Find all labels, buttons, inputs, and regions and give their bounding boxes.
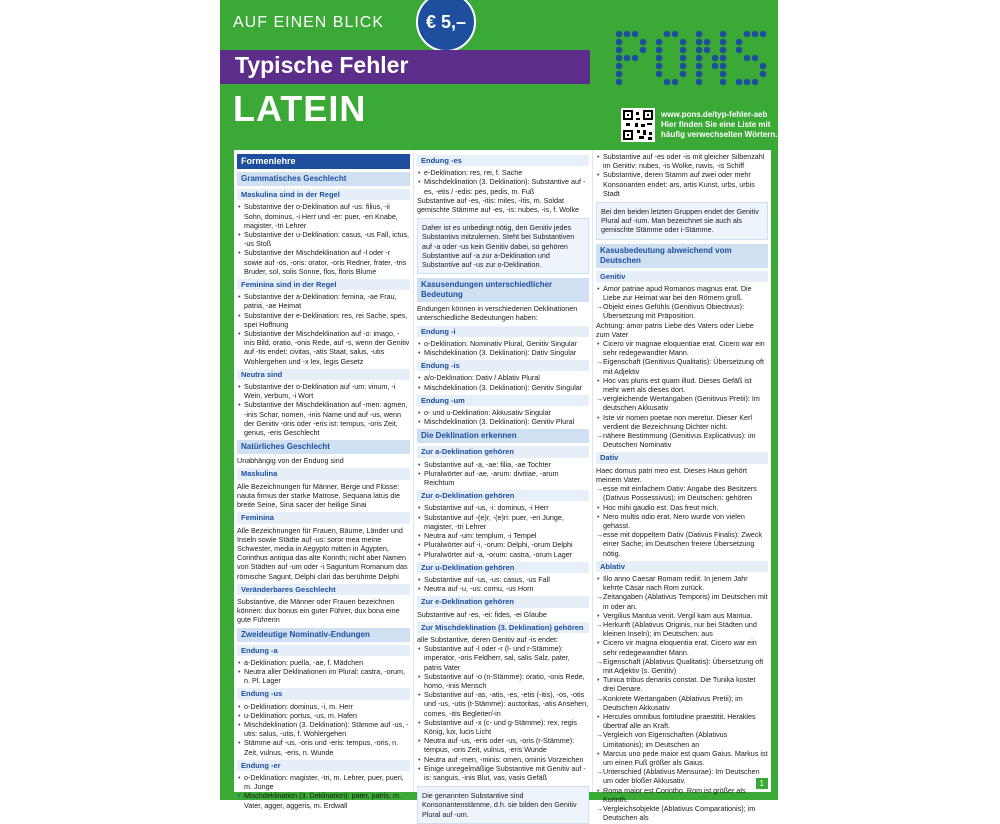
bullet-item: • Substantive der u-Deklination: casus, -us Fall, ictus, -us Stoß	[237, 230, 410, 248]
cover-card	[220, 0, 778, 823]
page-title: Typische Fehler	[235, 52, 409, 78]
bullet-item: • Neutra auf -us, -eris oder -us, -oris (r-Stämme): tempus, -oris Zeit, vulnus, -eris Wunde	[417, 736, 589, 754]
topic-heading: Endung -a	[237, 645, 410, 656]
subsection-heading: Grammatisches Geschlecht	[237, 172, 410, 186]
arrow-note: → Objekt eines Gefühls (Genitivus Obiectivus): Übersetzung mit Präposition.	[596, 302, 768, 320]
qr-caption-line: Hier finden Sie eine Liste mit	[661, 120, 771, 129]
subsection-heading: Kasusendungen unterschiedlicher Bedeutung	[417, 278, 589, 302]
arrow-note: → nähere Bestimmung (Genitivus Explicativus): im Deutschen Nominativ	[596, 431, 768, 449]
topic-heading: Zur o-Deklination gehören	[417, 490, 589, 501]
bullet-item: • Pluralwörter auf -a, -orum: castra, -orum Lager	[417, 550, 589, 559]
bullet-item: • e-Deklination: res, rei, f. Sache	[417, 168, 589, 177]
bullet-item: • Pluralwörter auf -ae, -arum: divitiae, -arum Reichtum	[417, 469, 589, 487]
topic-heading: Zur e-Deklination gehören	[417, 596, 589, 607]
bullet-item: • Substantive der Mischdeklination auf -l oder -r sowie auf -os, -oris: orator, -oris Redner, frater, -tris Bruder, sol, solis Sonne, flos, floris Blume	[237, 248, 410, 276]
pons-logo	[614, 30, 774, 90]
bullet-item: • o-Deklination: Nominativ Plural, Genitiv Singular	[417, 339, 589, 348]
bullet-item: • o-Deklination: magister, -tri, m. Lehrer, puer, pueri, m. Junge	[237, 773, 410, 791]
column-2	[413, 150, 592, 819]
paragraph: Substantive, die Männer oder Frauen bezeichnen können: dux bonus ein guter Führer, dux bona eine gute Führerin	[237, 596, 400, 625]
topic-heading: Endung -um	[417, 395, 589, 406]
topic-heading: Endung -er	[237, 760, 410, 771]
bullet-item: • Mischdeklination (3. Deklination): Genitiv Plural	[417, 417, 589, 426]
bullet-item: • Tunica tribus denariis constat. Die Tunika kostet drei Denare.	[596, 675, 768, 693]
column-1	[234, 150, 413, 810]
bullet-item: • Mischdeklination (3. Deklination): Dativ Singular	[417, 348, 589, 357]
bullet-item: • Illo anno Caesar Romam rediit. In jenem Jahr kehrte Cäsar nach Rom zurück.	[596, 574, 768, 592]
page-number: 1	[756, 778, 768, 789]
bullet-item: • Substantive auf -l oder -r (l- und r-Stämme): imperator, -oris Feldherr, sal, salis Salz, pater, patris Vater	[417, 644, 589, 672]
bullet-item: • Substantive auf -x (c- und g-Stämme): rex, regis König, lux, lucis Licht	[417, 718, 589, 736]
arrow-note: → Eigenschaft (Ablativus Qualitatis): Übersetzung oft mit Adjektiv (s. Genitiv)	[596, 657, 768, 675]
topic-heading: Endung -is	[417, 360, 589, 371]
bullet-item: • Substantive der o-Deklination auf -um: vinum, -i Wein, verbum, -i Wort	[237, 382, 410, 400]
bullet-item: • Mischdeklination (3. Deklination): pater, patris, m. Vater, agger, aggeris, m. Erdwall	[237, 791, 410, 809]
bullet-item: • o- und u-Deklination: Akkusativ Singular	[417, 408, 589, 417]
bullet-item: • Mischdeklination (3. Deklination): Genitiv Singular	[417, 383, 589, 392]
arrow-note: → Eigenschaft (Genitivus Qualitatis): Übersetzung oft mit Adjektiv	[596, 357, 768, 375]
price-badge: € 5,–	[416, 0, 476, 52]
bullet-item: • Hercules omnibus fortitudine praestitit. Herakles übertraf alle an Kraft.	[596, 712, 768, 730]
arrow-note: → Vergleich von Eigenschaften (Ablativus Limitationis); im Deutschen an	[596, 730, 768, 748]
bullet-item: • Substantive auf -us, -us: casus, -us Fall	[417, 575, 589, 584]
qr-caption	[661, 110, 777, 140]
topic-heading: Endung -es	[417, 155, 589, 166]
arrow-note: → esse mit einfachem Dativ: Angabe des Besitzers (Dativus Possessivus); im Deutschen: gehören	[596, 484, 768, 502]
qr-caption-line: häufig verwechselten Wörtern.	[661, 130, 778, 139]
bullet-item: • Mischdeklination (3. Deklination): Substantive auf -es, -etis / -edis: pes, pedis, m. Fuß	[417, 177, 589, 195]
topic-heading: Endung -us	[237, 688, 410, 699]
topic-heading: Genitiv	[596, 271, 768, 282]
bullet-item: • Substantive auf -es oder -is mit gleicher Silbenzahl im Genitiv: nubes, -is Wolke, navis, -is Schiff	[596, 152, 768, 170]
paragraph: Alle Bezeichnungen für Frauen, Bäume, Länder und Inseln sowie Städte auf -us: soror mea meine Schwester, media in Aegypto mitten in Ägypten, Corinthus antiqua das alte Korinth; nicht aber Namen von Städten auf -um oder -i Saguntum Romanum das römische Sagunt, Delphi clari das berühmte Delphi	[237, 525, 408, 581]
bullet-item: • Substantive der Mischdeklination auf -o: imago, -inis Bild, oratio, -onis Rede, auf -s, wenn der Genitiv auf -tis endet: civitas, -atis Staat, salus, -utis Wohlergehen und -x lex, legis Gesetz	[237, 329, 410, 366]
arrow-note: → Zeitangaben (Ablativus Temporis) im Deutschen mit in oder an.	[596, 592, 768, 610]
bullet-item: • Substantive der a-Deklination: femina, -ae Frau, patria, -ae Heimat	[237, 292, 410, 310]
bullet-item: • Roma maior est Corintho. Rom ist größer als Korinth.	[596, 786, 768, 804]
bullet-item: • Substantive auf -a, -ae: filia, -ae Tochter	[417, 460, 589, 469]
info-box: Die genannten Substantive sind Konsonantenstämme, d.h. sie bilden den Genitiv Plural auf -um.	[417, 786, 589, 824]
column-3	[592, 150, 771, 823]
bullet-item: • Substantive auf -as, -atis, -es, -etis (-itis), -os, -otis und -us, -utis (t-Stämme): auctoritas, -atis Ansehen, comes, -itis Begleiter/-in	[417, 690, 589, 718]
subject-title: LATEIN	[233, 88, 367, 129]
arrow-note: → vergleichende Wertangaben (Genitivus Pretii): Im deutschen Akkusativ	[596, 394, 768, 412]
topic-heading: Zur Mischdeklination (3. Deklination) gehören	[417, 622, 589, 633]
arrow-note: → Unterschied (Ablativus Mensurae): Im Deutschen um oder bloßer Akkusativ.	[596, 767, 768, 785]
topic-heading: Zur a-Deklination gehören	[417, 446, 589, 457]
paragraph: alle Substantive, deren Genitiv auf -is endet:	[417, 634, 559, 644]
paragraph: Alle Bezeichnungen für Männer, Berge und Flüsse: nauta firmus der starke Matrose, Sequana latus die breite Seine, Sina sacer der heilige Sinai	[237, 481, 401, 510]
bullet-item: • Neutra auf -u, -us: cornu, -us Horn	[417, 584, 589, 593]
bullet-item: • Cicero vir magna eloquentia erat. Cicero war ein sehr redegewandter Mann.	[596, 638, 768, 656]
topic-heading: Endung -i	[417, 326, 589, 337]
bullet-item: • a-Deklination: puella, -ae, f. Mädchen	[237, 658, 410, 667]
bullet-item: • Vergilius Mantua venit. Vergil kam aus Mantua.	[596, 611, 768, 620]
info-box: Bei den beiden letzten Gruppen endet der Genitiv Plural auf -ium. Man bezeichnet sie auch als gemischte Stämme oder i-Stämme.	[596, 202, 768, 240]
bullet-item: • Iste vir nomen poetae non meretur. Dieser Kerl verdient die Bezeichnung Dichter nicht.	[596, 413, 768, 431]
section-heading: Formenlehre	[237, 154, 410, 169]
bullet-item: • Einige unregelmäßige Substantive mit Genitiv auf -is: sanguis, -inis Blut, vas, vasis Gefäß	[417, 764, 589, 782]
paragraph: Unabhängig von der Endung sind	[237, 456, 344, 466]
subsection-heading: Natürliches Geschlecht	[237, 440, 410, 454]
content-panel	[234, 150, 771, 823]
paragraph: Substantive auf -es, -itis: miles, -itis, m. Soldat gemischte Stämme auf -es, -is: nubes, -is, f. Wolke	[417, 195, 580, 215]
subsection-heading: Zweideutige Nominativ-Endungen	[237, 628, 410, 642]
bullet-item: • Substantive auf -(e)r, -(e)ri: puer, -eri Junge, magister, -tri Lehrer	[417, 513, 589, 531]
series-label: AUF EINEN BLICK	[233, 14, 385, 31]
bullet-item: • a/o-Deklination: Dativ / Ablativ Plural	[417, 373, 589, 382]
bullet-item: • o-Deklination: dominus, -i, m. Herr	[237, 702, 410, 711]
topic-heading: Maskulina	[237, 468, 410, 479]
topic-heading: Neutra sind	[237, 369, 410, 380]
bullet-item: • Substantive auf -us, -i: dominus, -i Herr	[417, 503, 589, 512]
bullet-item: • Substantive der o-Deklination auf -us: filius, -ii Sohn, dominus, -i Herr und -er: puer, -eri Knabe, magister, -tri Lehrer	[237, 202, 410, 230]
topic-heading: Dativ	[596, 452, 768, 463]
qr-code-icon[interactable]	[621, 108, 655, 142]
arrow-note: → Herkunft (Ablativus Originis, nur bei Städten und kleinen Inseln); im Deutschen: aus	[596, 620, 768, 638]
topic-heading: Maskulina sind in der Regel	[237, 189, 410, 200]
bullet-item: • u-Deklination: portus, -us, m. Hafen	[237, 711, 410, 720]
bullet-item: • Hoc mihi gaudio est. Das freut mich.	[596, 503, 768, 512]
bullet-item: • Stämme auf -us, -oris und -eris: tempus, -oris, n. Zeit, vulnus, -eris, n. Wunde	[237, 738, 410, 756]
paragraph: Achtung: amor patris Liebe des Vaters oder Liebe zum Vater	[596, 320, 754, 339]
subsection-heading: Kasusbedeutung abweichend vom Deutschen	[596, 244, 768, 268]
topic-heading: Zur u-Deklination gehören	[417, 562, 589, 573]
qr-url[interactable]: www.pons.de/typ-fehler-aeb	[661, 110, 768, 119]
bullet-item: • Substantive, deren Stamm auf zwei oder mehr Konsonanten endet: ars, artis Kunst, urbs, urbis Stadt	[596, 170, 768, 198]
bullet-item: • Substantive der Mischdeklination auf -men: agmen, -inis Schar, nomen, -inis Name und auf -us, wenn der Genitiv -oris oder -eris ist: tempus, -oris Zeit, genus, -eris Geschlecht	[237, 400, 410, 437]
arrow-note: → Vergleichsobjekte (Ablativus Comparationis); im Deutschen als	[596, 804, 768, 822]
bullet-item: • Neutra auf -men, -minis: omen, ominis Vorzeichen	[417, 755, 589, 764]
paragraph: Haec domus patri meo est. Dieses Haus gehört meinem Vater.	[596, 465, 748, 484]
info-box: Daher ist es unbedingt nötig, den Genitiv jedes Substantivs mitzulernen. Steht bei Substantiven auf -a oder -us kein Genitiv dabei, so gehören Substantive auf -a zur a-Deklination und Substantive auf -us zur o-Deklination.	[417, 218, 589, 274]
bullet-item: • Hoc vas pluris est quam illud. Dieses Gefäß ist mehr wert als dieses dort.	[596, 376, 768, 394]
topic-heading: Feminina sind in der Regel	[237, 279, 410, 290]
bullet-item: • Pluralwörter auf -i, -orum: Delphi, -orum Delphi	[417, 540, 589, 549]
bullet-item: • Marcus uno pede maior est quam Gaius. Markus ist um einen Fuß größer als Gaius.	[596, 749, 768, 767]
topic-heading: Ablativ	[596, 561, 768, 572]
bullet-item: • Neutra auf -um: templum, -i Tempel	[417, 531, 589, 540]
paragraph: Endungen können in verschiedenen Deklinationen unterschiedliche Bedeutungen haben:	[417, 304, 578, 323]
arrow-note: → Konkrete Wertangaben (Ablativus Pretii); im Deutschen Akkusativ	[596, 694, 768, 712]
bullet-item: • Substantive der e-Deklination: res, rei Sache, spes, spei Hoffnung	[237, 311, 410, 329]
bullet-item: • Nero multis odio erat. Nero wurde von vielen gehasst.	[596, 512, 768, 530]
bullet-item: • Mischdeklination (3. Deklination): Stämme auf -us, -utis: salus, -utis, f. Wohlergehen	[237, 720, 410, 738]
bullet-item: • Substantive auf -o (n-Stämme): oratio, -onis Rede, homo, -inis Mensch	[417, 672, 589, 690]
bullet-item: • Amor patriae apud Romanos magnus erat. Die Liebe zur Heimat war bei den Römern groß.	[596, 284, 768, 302]
topic-heading: Feminina	[237, 512, 410, 523]
bullet-item: • Neutra aller Deklinationen im Plural: castra, -orum, n. Pl. Lager	[237, 667, 410, 685]
paragraph: Substantive auf -es, -ei: fides, -ei Glaube	[417, 609, 547, 619]
bullet-item: • Cicero vir magnae eloquentiae erat. Cicero war ein sehr redegewandter Mann.	[596, 339, 768, 357]
subsection-heading: Die Deklination erkennen	[417, 429, 589, 443]
topic-heading: Veränderbares Geschlecht	[237, 584, 410, 595]
arrow-note: → esse mit doppeltem Dativ (Dativus Finalis): Zweck einer Sache; im Deutschen freiere Übersetzung nötig.	[596, 530, 768, 558]
